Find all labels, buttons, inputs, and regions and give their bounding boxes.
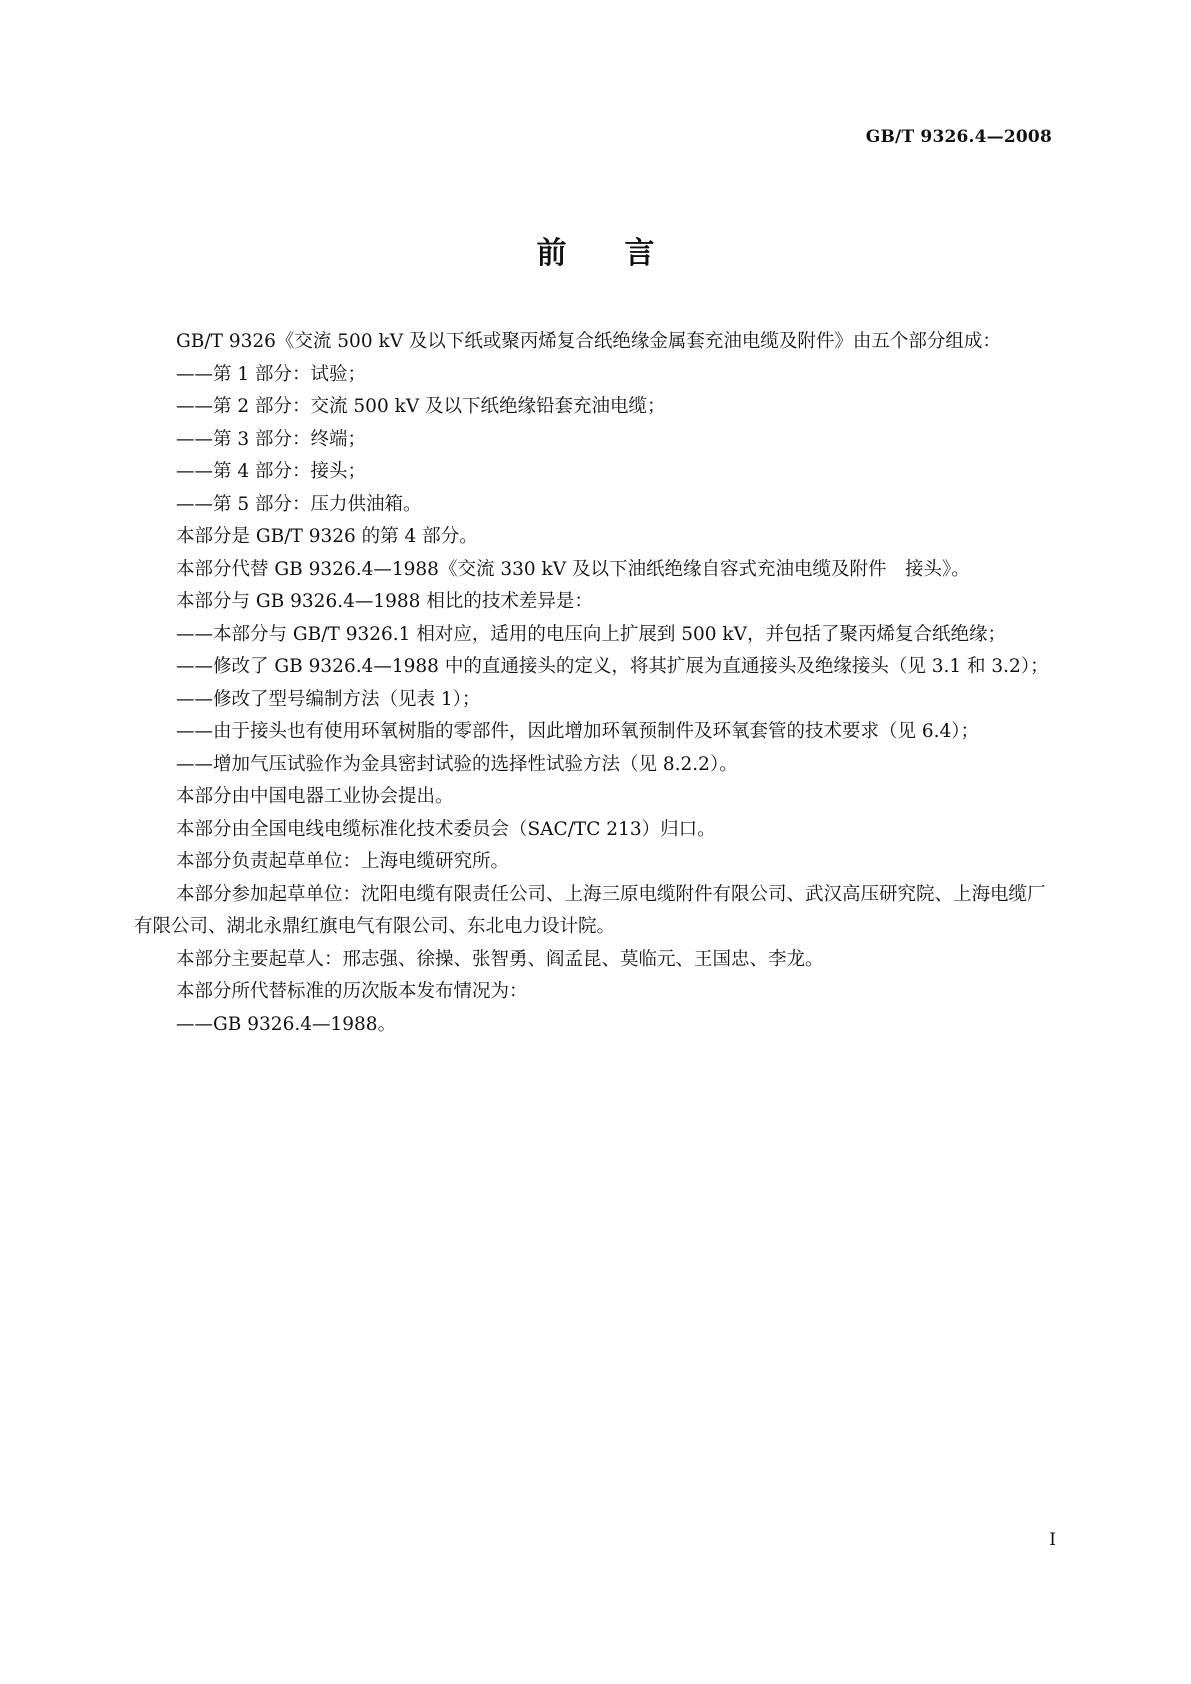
page-title: 前言 — [536, 236, 713, 271]
list-item-part-1: ——第 1 部分：试验； — [176, 363, 367, 385]
proposer-statement: 本部分由中国电器工业协会提出。 — [176, 786, 454, 807]
drafters-statement: 本部分主要起草人：邢志强、徐操、张智勇、阎孟昆、莫临元、王国忠、李龙。 — [176, 948, 824, 970]
standard-number: GB/T 9326.4—2008 — [865, 127, 1052, 147]
drafting-unit-statement: 本部分负责起草单位：上海电缆研究所。 — [176, 851, 510, 872]
foreword-body — [134, 326, 1052, 1041]
list-item-part-4: ——第 4 部分：接头； — [176, 461, 367, 482]
participating-units-statement: 本部分参加起草单位：沈阳电缆有限责任公司、上海三原电缆附件有限公司、武汉高压研究院、上海电缆厂有限公司、湖北永鼎红旗电气有限公司、东北电力设计院。 — [134, 883, 1046, 937]
page-number: I — [1049, 1530, 1056, 1550]
difference-item-1: ——本部分与 GB/T 9326.1 相对应，适用的电压向上扩展到 500 kV，并包括了聚丙烯复合纸绝缘； — [176, 623, 1006, 645]
part-statement: 本部分是 GB/T 9326 的第 4 部分。 — [176, 526, 478, 547]
difference-item-4: ——由于接头也有使用环氧树脂的零部件，因此增加环氧预制件及环氧套管的技术要求（见 6.4）； — [176, 721, 980, 742]
committee-statement: 本部分由全国电线电缆标准化技术委员会（SAC/TC 213）归口。 — [176, 818, 716, 840]
replacement-statement: 本部分代替 GB 9326.4—1988《交流 330 kV 及以下油纸绝缘自容式充油电缆及附件 接头》。 — [176, 558, 970, 580]
difference-item-3: ——修改了型号编制方法（见表 1）； — [176, 688, 481, 710]
history-item-1: ——GB 9326.4—1988。 — [176, 1013, 397, 1035]
list-item-part-2: ——第 2 部分：交流 500 kV 及以下纸绝缘铅套充油电缆； — [176, 396, 666, 417]
intro-paragraph: GB/T 9326《交流 500 kV 及以下纸或聚丙烯复合纸绝缘金属套充油电缆及附件》由五个部分组成： — [176, 331, 1001, 352]
history-intro: 本部分所代替标准的历次版本发布情况为： — [176, 981, 528, 1002]
difference-item-2: ——修改了 GB 9326.4—1988 中的直通接头的定义，将其扩展为直通接头及绝缘接头（见 3.1 和 3.2）； — [176, 656, 1049, 677]
differences-intro: 本部分与 GB 9326.4—1988 相比的技术差异是： — [176, 591, 593, 612]
list-item-part-3: ——第 3 部分：终端； — [176, 428, 367, 450]
difference-item-5: ——增加气压试验作为金具密封试验的选择性试验方法（见 8.2.2）。 — [176, 753, 738, 775]
list-item-part-5: ——第 5 部分：压力供油箱。 — [176, 493, 422, 515]
